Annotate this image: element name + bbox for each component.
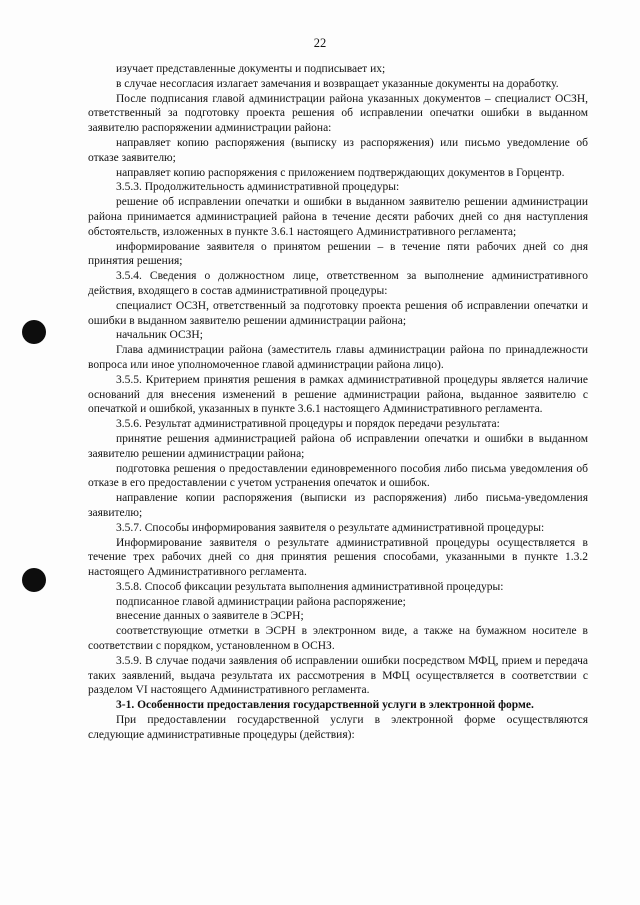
paragraph: изучает представленные документы и подписывает их; (116, 63, 386, 75)
document-body (88, 62, 588, 743)
paragraph: Глава администрации района (заместитель главы администрации района по принадлежности вопроса или иное уполномоченное главой администрации района лицо). (88, 344, 588, 371)
paragraph: При предоставлении государственной услуги в электронной форме осуществляются следующие административные процедуры (действия): (88, 714, 588, 741)
paragraph: принятие решения администрацией района об исправлении опечатки и ошибки в выданном заявителю решении администрации района; (88, 432, 588, 460)
paragraph: решение об исправлении опечатки и ошибки в выданном заявителю решении администрации района принимается администрацией района в течение десяти рабочих дней со дня наступления обстоятельств, изложенных в пункте 3.6.1 настоящего Административного регламента; (88, 196, 588, 238)
paragraph: информирование заявителя о принятом решении – в течение пяти рабочих дней со дня принятия решения; (88, 240, 588, 268)
paragraph: Информирование заявителя о результате административной процедуры осуществляется в течение трех рабочих дней со дня принятия решения способами, указанными в пункте 1.3.2 настоящего Административного регламента. (88, 536, 588, 579)
section-heading: 3.5.6. Результат административной процедуры и порядок передачи результата: (116, 418, 500, 431)
section-heading: 3.5.4. Сведения о должностном лице, ответственном за выполнение административного действия, входящего в состав административной процедуры: (88, 270, 588, 297)
paragraph: соответствующие отметки в ЭСРН в электронном виде, а также на бумажном носителе в соответствии с порядком, установленном в ОСНЗ. (88, 625, 588, 653)
bold-section-title: 3-1. Особенности предоставления государственной услуги в электронной форме. (116, 699, 534, 712)
paragraph: внесение данных о заявителе в ЭСРН; (116, 610, 304, 623)
paragraph: подписанное главой администрации района распоряжение; (116, 595, 406, 608)
paragraph: направляет копию распоряжения (выписку из распоряжения) или письмо уведомление об отказе заявителю; (88, 136, 588, 164)
section-heading: 3.5.7. Способы информирования заявителя о результате административной процедуры: (116, 521, 545, 534)
page-number: 22 (313, 36, 327, 50)
paragraph: направляет копию распоряжения с приложением подтверждающих документов в Горцентр. (116, 166, 565, 179)
punch-hole-top (22, 320, 46, 344)
paragraph: направление копии распоряжения (выписки из распоряжения) либо письма-уведомления заявителю; (88, 492, 588, 519)
paragraph: специалист ОСЗН, ответственный за подготовку проекта решения об исправлении опечатки и ошибки в выданном заявителю решении администрации района; (88, 299, 588, 327)
paragraph: в случае несогласия излагает замечания и возвращает указанные документы на доработку. (116, 77, 559, 90)
section-heading: 3.5.5. Критерием принятия решения в рамках административной процедуры является наличие оснований для внесения изменений в решение администрации района, выданное заявителю с опечаткой и ошибкой, указанных в пункте 3.6.1 настоящего Административного регламента. (88, 373, 588, 416)
punch-hole-bottom (22, 568, 46, 592)
paragraph: начальник ОСЗН; (116, 329, 203, 342)
paragraph: подготовка решения о предоставлении единовременного пособия либо письма уведомления об отказе в его предоставлении с учетом устранения опечаток и ошибок. (88, 462, 588, 490)
section-heading: 3.5.8. Способ фиксации результата выполнения административной процедуры: (116, 580, 504, 593)
paragraph: После подписания главой администрации района указанных документов – специалист ОСЗН, ответственный за подготовку проекта решения об исправлении опечатки ошибки в выданном заявителю распоряжении администрации района: (88, 92, 588, 135)
section-heading: 3.5.3. Продолжительность административной процедуры: (116, 181, 400, 194)
section-heading: 3.5.9. В случае подачи заявления об исправлении ошибки посредством МФЦ, прием и передача таких заявлений, выдача результата их рассмотрения в МФЦ осуществляется в соответствии с разделом VI настоящего Административного регламента. (88, 654, 588, 697)
